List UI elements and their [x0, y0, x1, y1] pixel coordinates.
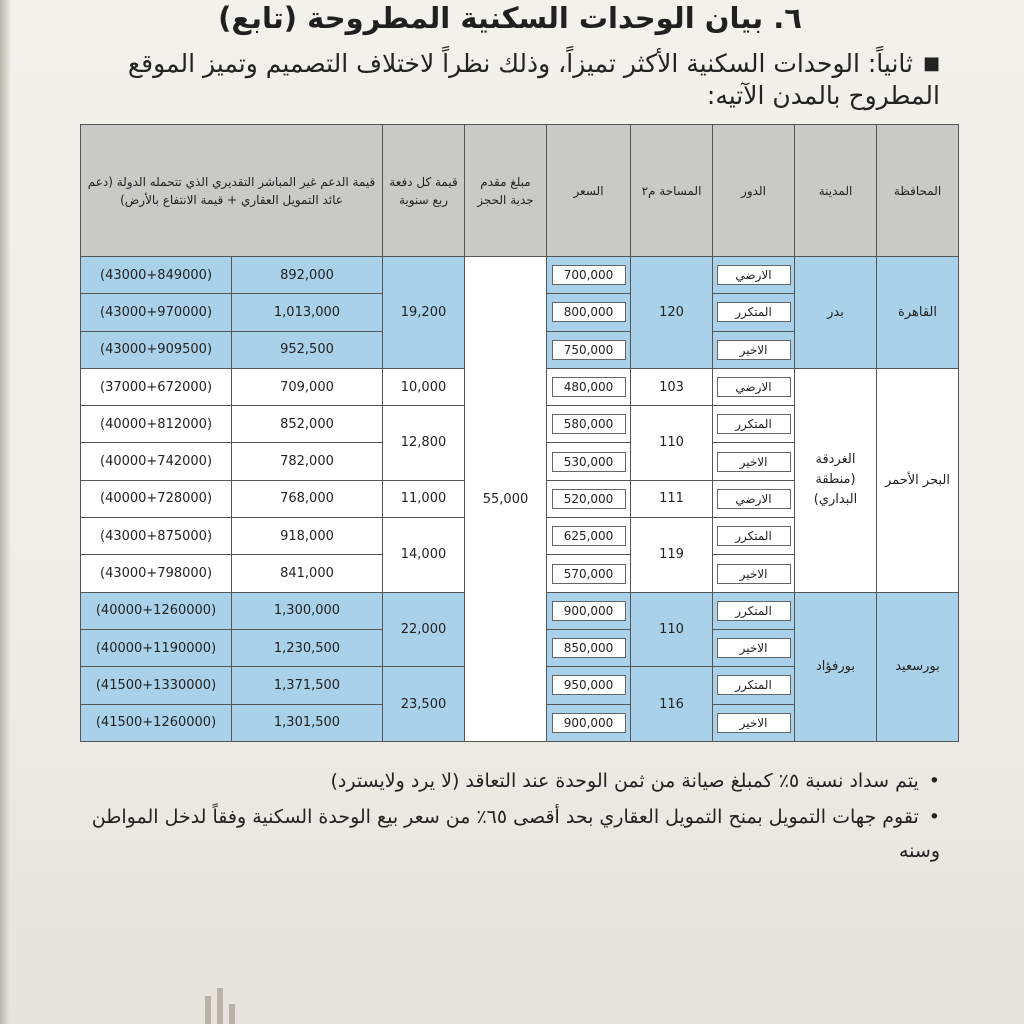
cell-total: 1,301,500: [232, 704, 383, 741]
cell-total: 1,300,000: [232, 592, 383, 629]
cell-price: [547, 592, 631, 629]
note-maintenance: [50, 764, 940, 798]
cell-price: [547, 629, 631, 666]
cell-support: (43000+798000): [81, 555, 232, 592]
square-bullet-icon: ■: [922, 53, 940, 74]
price-value: 800,000: [552, 302, 626, 322]
header-city: المدينة: [795, 125, 877, 257]
cell-support: (41500+1330000): [81, 667, 232, 704]
cell-support: (43000+849000): [81, 257, 232, 294]
cell-support: (40000+1260000): [81, 592, 232, 629]
price-value: 700,000: [552, 265, 626, 285]
cell-support: (43000+909500): [81, 331, 232, 368]
cell-total: 1,230,500: [232, 629, 383, 666]
cell-price: [547, 480, 631, 517]
floor-label: المتكرر: [717, 302, 791, 322]
floor-label: المتكرر: [717, 675, 791, 695]
cell-total: 841,000: [232, 555, 383, 592]
header-deposit: مبلغ مقدم جدية الحجز: [465, 125, 547, 257]
cell-quarterly: 22,000: [383, 592, 465, 667]
cell-support: (40000+728000): [81, 480, 232, 517]
cell-quarterly: 19,200: [383, 257, 465, 369]
cell-total: 1,371,500: [232, 667, 383, 704]
cell-floor: [713, 555, 795, 592]
cell-floor: [713, 294, 795, 331]
cell-total: 952,500: [232, 331, 383, 368]
floor-label: المتكرر: [717, 414, 791, 434]
cell-area: 116: [631, 667, 713, 742]
floor-label: الارضي: [717, 265, 791, 285]
cell-area: 120: [631, 257, 713, 369]
cell-total: 709,000: [232, 368, 383, 405]
price-value: 530,000: [552, 452, 626, 472]
cell-quarterly: 10,000: [383, 368, 465, 405]
cell-price: [547, 518, 631, 555]
floor-label: الارضي: [717, 489, 791, 509]
cell-total: 918,000: [232, 518, 383, 555]
section-title: ٦. بيان الوحدات السكنية المطروحة (تابع): [218, 1, 802, 35]
floor-label: الاخير: [717, 638, 791, 658]
cell-floor: [713, 368, 795, 405]
housing-units-table: [80, 124, 959, 742]
cell-floor: [713, 629, 795, 666]
cell-area: 111: [631, 480, 713, 517]
cell-support: (43000+970000): [81, 294, 232, 331]
price-value: 900,000: [552, 713, 626, 733]
cell-floor: [713, 592, 795, 629]
cell-total: 768,000: [232, 480, 383, 517]
cell-floor: [713, 704, 795, 741]
cell-support: (41500+1260000): [81, 704, 232, 741]
note-text: تقوم جهات التمويل بمنح التمويل العقاري بحد أقصى ٦٥٪ من سعر بيع الوحدة السكنية وفقاً لدخل المواطن وسنه: [91, 806, 940, 862]
cell-total: 782,000: [232, 443, 383, 480]
cell-total: 852,000: [232, 406, 383, 443]
cell-governorate: بورسعيد: [877, 592, 959, 741]
cell-support: (37000+672000): [81, 368, 232, 405]
price-value: 750,000: [552, 340, 626, 360]
floor-label: الاخير: [717, 452, 791, 472]
cell-area: 110: [631, 592, 713, 667]
floor-label: المتكرر: [717, 601, 791, 621]
cell-price: [547, 368, 631, 405]
cell-price: [547, 257, 631, 294]
floor-label: الاخير: [717, 564, 791, 584]
price-value: 950,000: [552, 675, 626, 695]
price-value: 850,000: [552, 638, 626, 658]
cell-quarterly: 14,000: [383, 518, 465, 593]
cell-city: بدر: [795, 257, 877, 369]
cell-quarterly: 11,000: [383, 480, 465, 517]
header-support: قيمة الدعم غير المباشر التقديري الذي تتحمله الدولة (دعم عائد التمويل العقاري + قيمة الانتفاع بالأرض): [81, 125, 383, 257]
cell-deposit: 55,000: [465, 257, 547, 742]
cell-price: [547, 294, 631, 331]
cell-price: [547, 704, 631, 741]
cell-quarterly: 23,500: [383, 667, 465, 742]
cell-price: [547, 555, 631, 592]
intro-text: ثانياً: الوحدات السكنية الأكثر تميزاً، وذلك نظراً لاختلاف التصميم وتميز الموقع المطروح بالمدن الآتيه:: [127, 49, 940, 110]
header-floor: الدور: [713, 125, 795, 257]
cell-price: [547, 667, 631, 704]
floor-label: المتكرر: [717, 526, 791, 546]
price-value: 480,000: [552, 377, 626, 397]
cell-governorate: القاهرة: [877, 257, 959, 369]
cell-price: [547, 443, 631, 480]
price-value: 625,000: [552, 526, 626, 546]
cell-floor: [713, 443, 795, 480]
header-price: السعر: [547, 125, 631, 257]
price-value: 570,000: [552, 564, 626, 584]
cell-area: 110: [631, 406, 713, 481]
cell-price: [547, 406, 631, 443]
price-value: 900,000: [552, 601, 626, 621]
cell-area: 119: [631, 518, 713, 593]
floor-label: الاخير: [717, 340, 791, 360]
cell-area: 103: [631, 368, 713, 405]
header-area: المساحة م٢: [631, 125, 713, 257]
cell-total: 892,000: [232, 257, 383, 294]
floor-label: الارضي: [717, 377, 791, 397]
cell-floor: [713, 518, 795, 555]
price-value: 580,000: [552, 414, 626, 434]
bullet-icon: •: [928, 806, 940, 828]
bullet-icon: •: [928, 770, 940, 792]
cell-price: [547, 331, 631, 368]
cell-total: 1,013,000: [232, 294, 383, 331]
bottom-decoration: [205, 985, 245, 1024]
cell-support: (40000+1190000): [81, 629, 232, 666]
header-governorate: المحافظة: [877, 125, 959, 257]
cell-floor: [713, 406, 795, 443]
cell-support: (43000+875000): [81, 518, 232, 555]
cell-floor: [713, 667, 795, 704]
cell-floor: [713, 480, 795, 517]
cell-governorate: البحر الأحمر: [877, 368, 959, 592]
cell-quarterly: 12,800: [383, 406, 465, 481]
cell-floor: [713, 331, 795, 368]
price-value: 520,000: [552, 489, 626, 509]
cell-floor: [713, 257, 795, 294]
note-text: يتم سداد نسبة ٥٪ كمبلغ صيانة من ثمن الوحدة عند التعاقد (لا يرد ولايسترد): [330, 770, 919, 792]
cell-city: الغردقة (منطقة البداري): [795, 368, 877, 592]
cell-support: (40000+742000): [81, 443, 232, 480]
floor-label: الاخير: [717, 713, 791, 733]
cell-city: بورفؤاد: [795, 592, 877, 741]
intro-paragraph: [60, 48, 940, 112]
cell-support: (40000+812000): [81, 406, 232, 443]
header-quarterly: قيمة كل دفعة ربع سنوية: [383, 125, 465, 257]
page-edge: [0, 0, 10, 1024]
note-financing: [50, 800, 940, 868]
